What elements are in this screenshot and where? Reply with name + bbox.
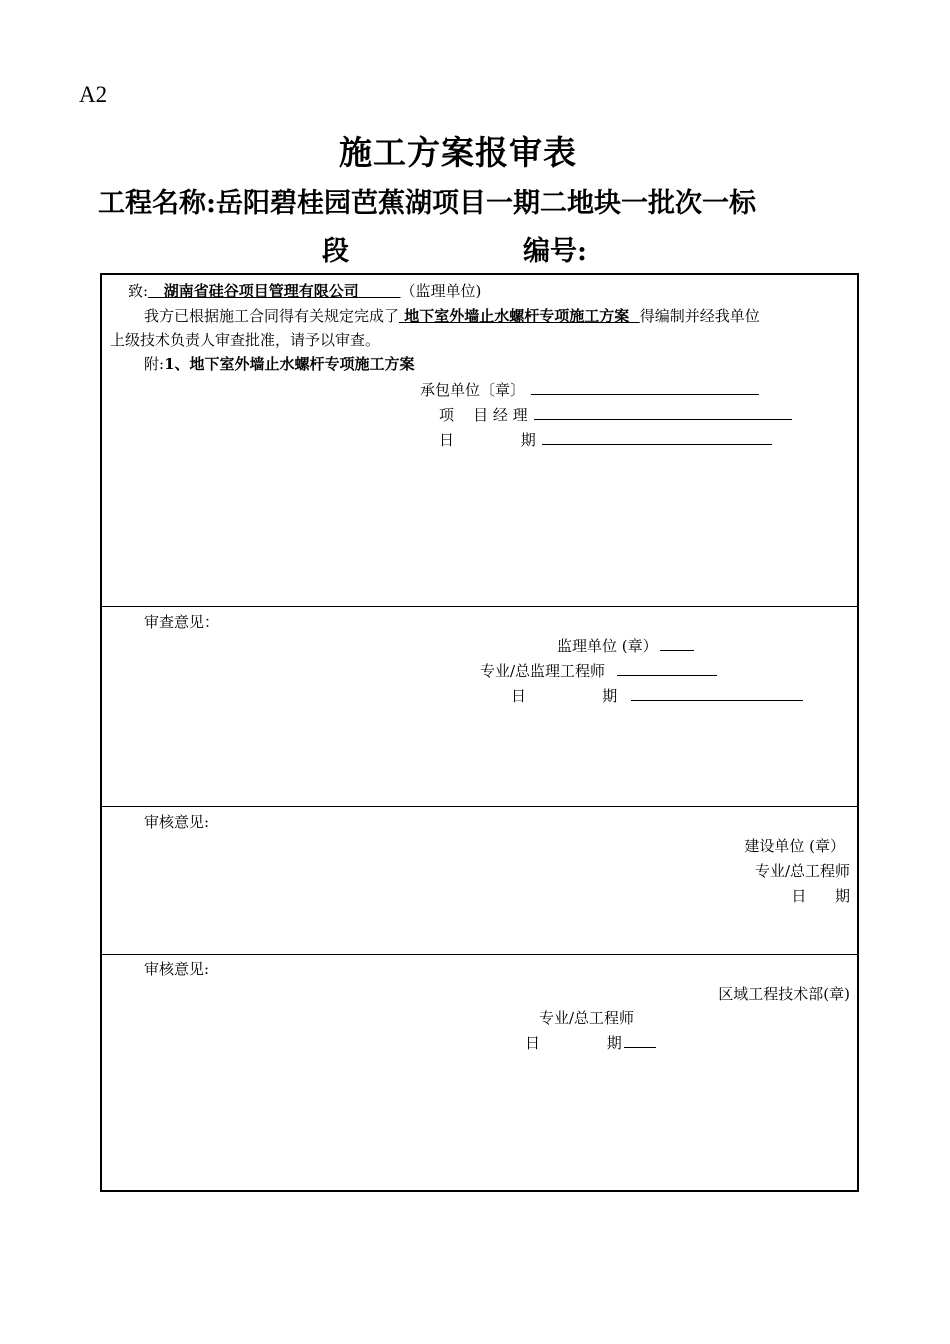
date-row-1: 日 期 bbox=[439, 430, 772, 450]
date-row-4: 日 期 bbox=[525, 1033, 656, 1053]
number-label: 编号: bbox=[523, 236, 587, 267]
contractor-row: 承包单位〔章〕 bbox=[420, 380, 759, 400]
addressee-line bbox=[128, 281, 481, 301]
page-title: 施工方案报审表 bbox=[339, 133, 577, 172]
owner-date-label: 日 期 bbox=[791, 887, 850, 905]
body-line2: 上级技术负责人审查批准，请予以审查。 bbox=[110, 331, 381, 349]
plan-name: 地下室外墙止水螺杆专项施工方案 bbox=[404, 307, 630, 325]
owner-review-heading: 审核意见: bbox=[144, 813, 210, 831]
project-name-line2: 段 bbox=[322, 236, 349, 267]
regional-dept-label: 区域工程技术部(章) bbox=[718, 985, 850, 1003]
review-section bbox=[102, 607, 857, 807]
to-prefix: 致: bbox=[128, 282, 149, 300]
regional-review-heading: 审核意见: bbox=[144, 960, 210, 978]
project-manager-row: 项 目 经 理 bbox=[439, 405, 792, 425]
owner-review-section bbox=[102, 807, 857, 955]
review-heading: 审查意见： bbox=[144, 613, 220, 631]
regional-review-section bbox=[102, 955, 857, 1190]
document-code: A2 bbox=[79, 82, 108, 107]
body-line1: 我方已根据施工合同得有关规定完成了 地下室外墙止水螺杆专项施工方案 得编制并经我单位 bbox=[144, 307, 760, 325]
addressee-suffix: （监理单位) bbox=[400, 282, 482, 300]
project-name-line1: 工程名称:岳阳碧桂园芭蕉湖项目一期二地块一批次一标 bbox=[98, 188, 756, 219]
attachment-line: 附:1、地下室外墙止水螺杆专项施工方案 bbox=[144, 355, 415, 373]
submission-section bbox=[102, 275, 857, 607]
supervisor-row: 监理单位 (章） bbox=[557, 636, 694, 656]
addressee-unit: 湖南省硅谷项目管理有限公司 bbox=[163, 282, 359, 300]
owner-unit-label: 建设单位 (章） bbox=[744, 837, 845, 855]
pm-sign-line bbox=[534, 405, 792, 420]
form-table bbox=[100, 273, 859, 1192]
date-row-2: 日 期 bbox=[511, 686, 803, 706]
date-line-1 bbox=[542, 430, 772, 445]
owner-engineer-label: 专业/总工程师 bbox=[754, 862, 850, 880]
chief-supervisor-row: 专业/总监理工程师 bbox=[480, 661, 717, 681]
regional-engineer-label: 专业/总工程师 bbox=[539, 1009, 635, 1027]
contractor-sign-line bbox=[531, 380, 759, 395]
